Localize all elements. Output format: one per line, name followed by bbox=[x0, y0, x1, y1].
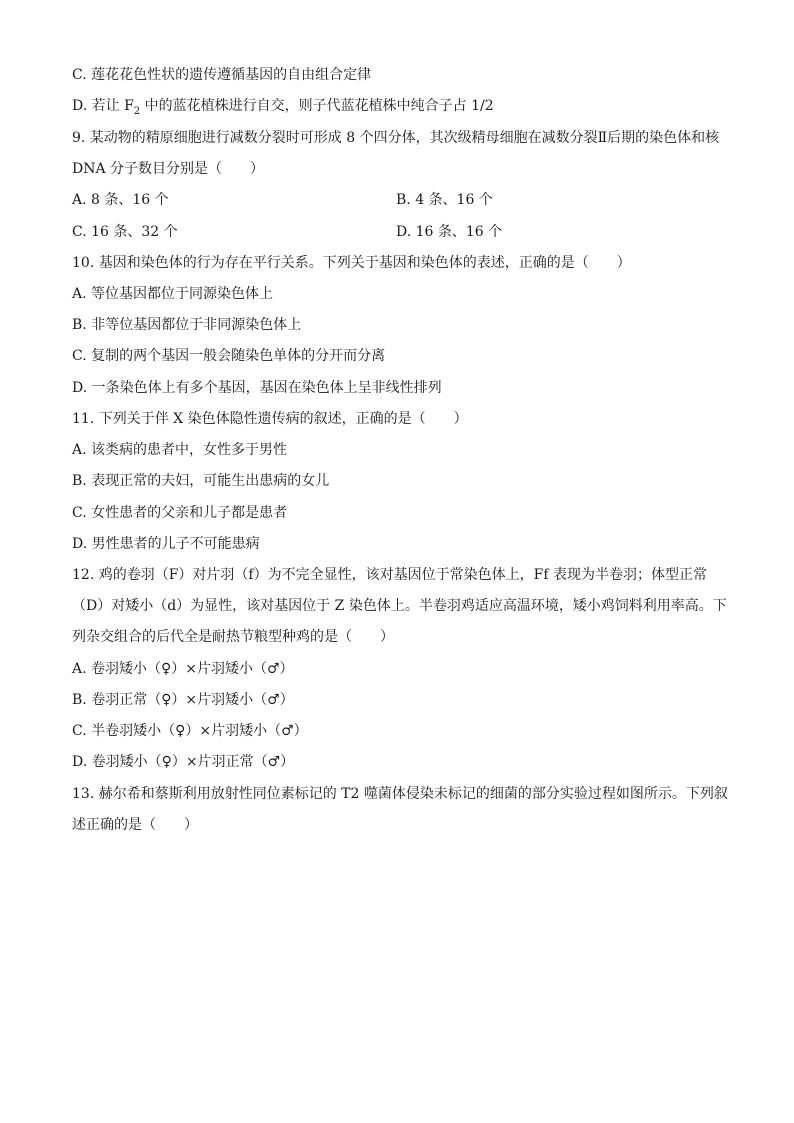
q12-stem-line2: （D）对矮小（d）为显性，该对基因位于 Z 染色体上。半卷羽鸡适应高温环境，矮小鸡饲料利用率高。下 bbox=[72, 598, 727, 614]
q13-stem-line2: 述正确的是（ ） bbox=[72, 817, 198, 833]
q11-option-d: D. 男性患者的儿子不可能患病 bbox=[72, 536, 260, 552]
q9-stem-line1: 9. 某动物的精原细胞进行减数分裂时可形成 8 个四分体，其次级精母细胞在减数分裂Ⅱ后期的染色体和核 bbox=[72, 130, 720, 146]
q8-option-d-text-pre: D. 若让 F bbox=[72, 98, 134, 114]
q13-stem-line1: 13. 赫尔希和蔡斯利用放射性同位素标记的 T2 噬菌体侵染未标记的细菌的部分实验过程如图所示。下列叙 bbox=[72, 786, 728, 802]
q11-option-b: B. 表现正常的夫妇，可能生出患病的女儿 bbox=[72, 473, 330, 489]
q12-stem-line3: 列杂交组合的后代全是耐热节粮型种鸡的是（ ） bbox=[72, 629, 394, 645]
q9-option-d: D. 16 条、16 个 bbox=[396, 224, 503, 240]
q8-option-d-subscript: 2 bbox=[133, 105, 141, 117]
q9-option-b: B. 4 条、16 个 bbox=[396, 192, 493, 208]
q10-option-b: B. 非等位基因都位于非同源染色体上 bbox=[72, 317, 302, 333]
q12-option-d: D. 卷羽矮小（♀）×片羽正常（♂） bbox=[72, 754, 295, 770]
q10-option-d: D. 一条染色体上有多个基因，基因在染色体上呈非线性排列 bbox=[72, 380, 442, 396]
q12-option-c: C. 半卷羽矮小（♀）×片羽矮小（♂） bbox=[72, 723, 308, 739]
q9-option-c: C. 16 条、32 个 bbox=[72, 224, 178, 240]
q12-option-a: A. 卷羽矮小（♀）×片羽矮小（♂） bbox=[72, 661, 294, 677]
q11-stem: 11. 下列关于伴 X 染色体隐性遗传病的叙述，正确的是（ ） bbox=[72, 411, 468, 427]
q8-option-d-text-post: 中的蓝花植株进行自交，则子代蓝花植株中纯合子占 1/2 bbox=[140, 98, 494, 114]
q10-stem: 10. 基因和染色体的行为存在平行关系。下列关于基因和染色体的表述，正确的是（ ） bbox=[72, 255, 631, 271]
q9-stem-line2: DNA 分子数目分别是（ ） bbox=[72, 161, 265, 177]
q11-option-a: A. 该类病的患者中，女性多于男性 bbox=[72, 442, 288, 458]
q10-option-c: C. 复制的两个基因一般会随染色单体的分开而分离 bbox=[72, 348, 386, 364]
q11-option-c: C. 女性患者的父亲和儿子都是患者 bbox=[72, 505, 288, 521]
q12-stem-line1: 12. 鸡的卷羽（F）对片羽（f）为不完全显性，该对基因位于常染色体上，Ff 表现为半卷羽；体型正常 bbox=[72, 567, 707, 583]
q8-option-c: C. 莲花花色性状的遗传遵循基因的自由组合定律 bbox=[72, 67, 372, 83]
q10-option-a: A. 等位基因都位于同源染色体上 bbox=[72, 286, 274, 302]
q12-option-b: B. 卷羽正常（♀）×片羽矮小（♂） bbox=[72, 692, 294, 708]
q9-option-a: A. 8 条、16 个 bbox=[72, 192, 169, 208]
q8-option-d bbox=[72, 96, 494, 116]
